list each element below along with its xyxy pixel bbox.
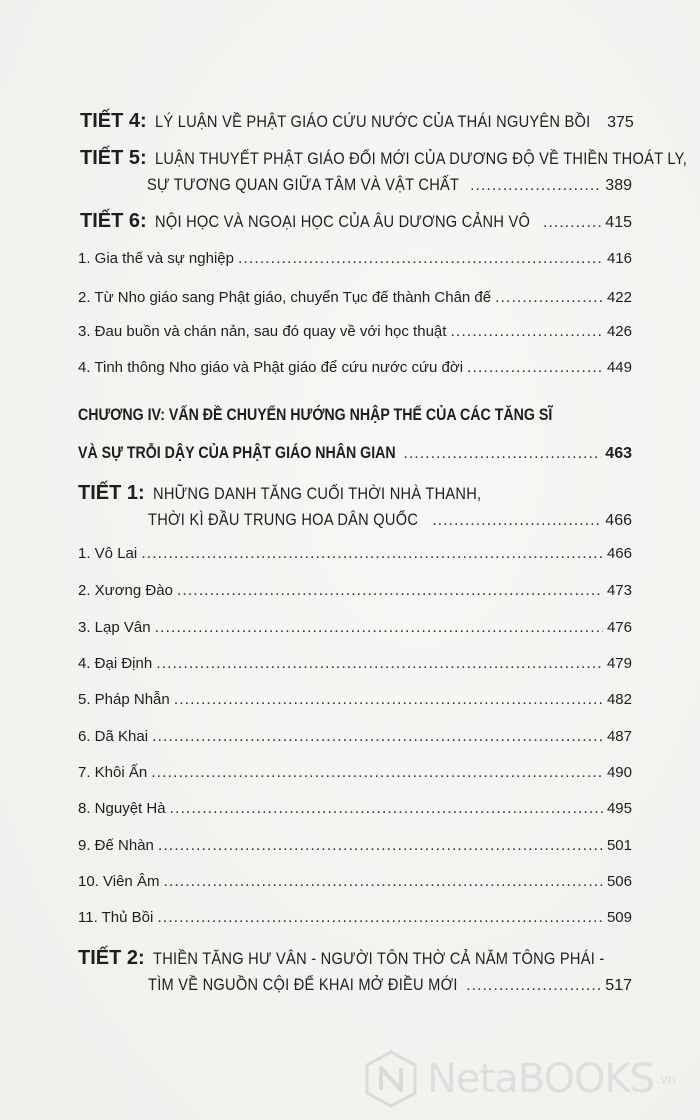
- list-item-title: 11. Thủ Bồi: [78, 909, 154, 926]
- toc-tiet4-label: TIẾT 4:: [80, 110, 147, 132]
- list-item-title: 4. Đại Định: [78, 655, 153, 672]
- toc-chuong4-title-line2: VÀ SỰ TRỖI DẬY CỦA PHẬT GIÁO NHÂN GIAN: [78, 444, 396, 462]
- neta-logo-icon: [365, 1050, 417, 1108]
- toc-chuong4-line2: [78, 444, 632, 463]
- toc-tiet4-page: 375: [607, 114, 634, 131]
- list-item: [78, 359, 632, 377]
- list-item-title: 10. Viên Âm: [78, 873, 160, 890]
- leader-dots: [157, 909, 603, 927]
- leader-dots: [470, 177, 601, 195]
- leader-dots: [163, 873, 603, 891]
- toc-tiet5-page: 389: [605, 177, 632, 194]
- list-item-page: 482: [606, 691, 632, 708]
- leader-dots: [432, 512, 601, 530]
- list-item-page: 449: [606, 359, 632, 376]
- leader-dots: [174, 691, 603, 709]
- toc-tiet4-title: LÝ LUẬN VỀ PHẬT GIÁO CỨU NƯỚC CỦA THÁI NGUYÊN BỒI: [154, 112, 591, 131]
- toc-c4-tiet1-title-line2: THỜI KÌ ĐẦU TRUNG HOA DÂN QUỐC: [148, 510, 419, 529]
- toc-c4-tiet2-label: TIẾT 2:: [78, 947, 145, 969]
- toc-tiet5-line1: [80, 147, 687, 170]
- list-item: [78, 289, 632, 307]
- netabooks-watermark: [365, 1046, 695, 1112]
- list-item-page: 495: [606, 800, 632, 817]
- toc-c4-tiet1-line1: [78, 482, 632, 505]
- toc-c4-tiet2-title-line2: TÌM VỀ NGUỒN CỘI ĐỂ KHAI MỞ ĐIỀU MỚI: [148, 975, 458, 994]
- toc-tiet5-line2: [147, 175, 632, 195]
- list-item-page: 422: [606, 289, 632, 306]
- leader-dots: [152, 728, 603, 746]
- toc-tiet6-label: TIẾT 6:: [80, 210, 147, 232]
- list-item-page: 426: [606, 323, 632, 340]
- toc-chuong4-line1: [78, 406, 632, 425]
- leader-dots: [403, 445, 601, 463]
- leader-dots: [467, 359, 603, 377]
- list-item-page: 487: [606, 728, 632, 745]
- toc-c4-tiet2-line2: [148, 975, 632, 995]
- toc-c4-tiet1-page: 466: [605, 512, 632, 529]
- toc-chuong4-title-line1: CHƯƠNG IV: VẤN ĐỀ CHUYỂN HƯỚNG NHẬP THẾ CỦA CÁC TĂNG SĨ: [78, 406, 553, 424]
- toc-c4-tiet1-label: TIẾT 1:: [78, 482, 145, 504]
- toc-tiet6-page: 415: [605, 214, 632, 231]
- list-item-title: 2. Xương Đào: [78, 582, 173, 599]
- list-item-page: 501: [606, 837, 632, 854]
- list-item: [78, 582, 632, 600]
- list-item-title: 3. Lạp Vân: [78, 619, 151, 636]
- toc-tiet5-title-line1: LUẬN THUYẾT PHẬT GIÁO ĐỔI MỚI CỦA DƯƠNG ĐỘ VỀ THIỀN THOÁT LY,: [154, 149, 687, 168]
- toc-tiet5-title-line2: SỰ TƯƠNG QUAN GIỮA TÂM VÀ VẬT CHẤT: [147, 175, 460, 194]
- toc-tiet6-title: NỘI HỌC VÀ NGOẠI HỌC CỦA ÂU DƯƠNG CẢNH VÔ: [154, 212, 530, 231]
- list-item-title: 9. Đế Nhàn: [78, 837, 154, 854]
- list-item: [78, 323, 632, 341]
- list-item-page: 479: [606, 655, 632, 672]
- list-item-page: 473: [606, 582, 632, 599]
- toc-tiet6: [80, 210, 632, 233]
- list-item-title: 5. Pháp Nhẫn: [78, 691, 170, 708]
- list-item-title: 6. Dã Khai: [78, 728, 149, 745]
- list-item: [78, 250, 632, 268]
- list-item-title: 4. Tinh thông Nho giáo và Phật giáo để cứu nước cứu đời: [78, 359, 464, 376]
- list-item-page: 490: [606, 764, 632, 781]
- leader-dots: [466, 977, 601, 995]
- list-item: [78, 800, 632, 818]
- watermark-suffix: .vn: [656, 1070, 677, 1088]
- list-item: [78, 909, 632, 927]
- list-item-title: 8. Nguyệt Hà: [78, 800, 166, 817]
- toc-c4-tiet1-line2: [148, 510, 632, 530]
- toc-tiet4: [80, 110, 632, 133]
- list-item: [78, 655, 632, 673]
- toc-c4-tiet2-title-line1: THIỀN TĂNG HƯ VÂN - NGƯỜI TÔN THỜ CẢ NĂM TÔNG PHÁI -: [152, 949, 605, 968]
- leader-dots: [151, 764, 603, 782]
- list-item-page: 416: [606, 250, 632, 267]
- list-item: [78, 873, 632, 891]
- leader-dots: [170, 800, 603, 818]
- leader-dots: [238, 250, 603, 268]
- list-item-title: 7. Khôi Ấn: [78, 764, 148, 781]
- leader-dots: [156, 655, 603, 673]
- toc-chuong4-page: 463: [605, 445, 632, 462]
- list-item: [78, 545, 632, 563]
- leader-dots: [495, 289, 603, 307]
- list-item-title: 1. Gia thế và sự nghiệp: [78, 250, 234, 267]
- list-item: [78, 837, 632, 855]
- list-item-page: 466: [606, 545, 632, 562]
- list-item: [78, 764, 632, 782]
- list-item-page: 509: [606, 909, 632, 926]
- watermark-brand: NetaBOOKS: [427, 1056, 655, 1102]
- leader-dots: [155, 619, 603, 637]
- list-item: [78, 619, 632, 637]
- leader-dots: [543, 214, 601, 232]
- leader-dots: [450, 323, 603, 341]
- list-item: [78, 728, 632, 746]
- toc-c4-tiet2-line1: [78, 947, 632, 970]
- list-item-page: 506: [606, 873, 632, 890]
- list-item: [78, 691, 632, 709]
- leader-dots: [158, 837, 603, 855]
- toc-c4-tiet2-page: 517: [605, 977, 632, 994]
- list-item-title: 1. Vô Lai: [78, 545, 138, 562]
- toc-c4-tiet1-title-line1: NHỮNG DANH TĂNG CUỐI THỜI NHÀ THANH,: [152, 484, 482, 503]
- list-item-title: 3. Đau buồn và chán nản, sau đó quay về với học thuật: [78, 323, 447, 340]
- list-item-title: 2. Từ Nho giáo sang Phật giáo, chuyển Tục đế thành Chân đế: [78, 289, 492, 306]
- toc-tiet5-label: TIẾT 5:: [80, 147, 147, 169]
- list-item-page: 476: [606, 619, 632, 636]
- leader-dots: [141, 545, 603, 563]
- leader-dots: [177, 582, 603, 600]
